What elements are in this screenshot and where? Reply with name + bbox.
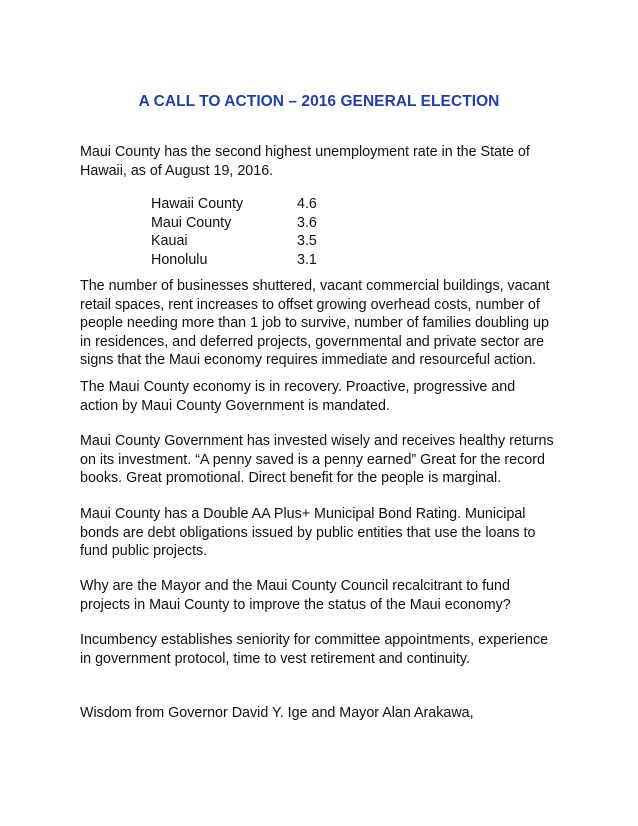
county-name: Maui County (151, 214, 232, 231)
text-line: fund public projects. (80, 543, 208, 559)
text-line: projects in Maui County to improve the status of the Maui economy? (80, 596, 511, 613)
question-paragraph (80, 577, 570, 614)
incumbency-paragraph (80, 631, 570, 668)
businesses-paragraph (80, 277, 570, 370)
text-line: bonds are debt obligations issued by public entities that use the loans to (80, 524, 536, 541)
county-name: Hawaii County (151, 196, 244, 212)
text-line: action by Maui County Government is mandated. (80, 397, 390, 414)
text-line: Maui County Government has invested wisely and receives healthy returns (80, 433, 554, 449)
text-line: on its investment. “A penny saved is a penny earned” Great for the record (80, 451, 545, 468)
bond-rating-paragraph (80, 505, 570, 561)
unemployment-rate: 4.6 (297, 196, 317, 212)
unemployment-rate: 3.1 (297, 251, 317, 268)
text-line: in government protocol, time to vest retirement and continuity. (80, 650, 470, 667)
text-line: The number of businesses shuttered, vacant commercial buildings, vacant (80, 278, 550, 294)
text-line: signs that the Maui economy requires immediate and resourceful action. (80, 352, 537, 368)
unemployment-rate: 3.5 (297, 233, 317, 249)
county-name: Honolulu (151, 251, 208, 268)
recovery-paragraph (80, 378, 570, 415)
unemployment-row (151, 251, 337, 270)
investment-paragraph (80, 432, 570, 488)
unemployment-row (151, 232, 337, 251)
text-line: in residences, and deferred projects, governmental and private sector are (80, 333, 545, 350)
unemployment-rate: 3.6 (297, 214, 317, 231)
text-line: Why are the Mayor and the Maui County Council recalcitrant to fund (80, 578, 510, 594)
text-line: Hawaii, as of August 19, 2016. (80, 162, 274, 179)
text-line: Maui County has a Double AA Plus+ Municipal Bond Rating. Municipal (80, 506, 526, 522)
text-line: Wisdom from Governor David Y. Ige and Mayor Alan Arakawa, (80, 705, 474, 721)
wisdom-paragraph (80, 704, 570, 723)
unemployment-row (151, 195, 337, 214)
text-line: people needing more than 1 job to survive, number of families doubling up (80, 315, 549, 331)
unemployment-row (151, 214, 337, 233)
document-title: A CALL TO ACTION – 2016 GENERAL ELECTION (138, 93, 500, 110)
text-line: Incumbency establishes seniority for committee appointments, experience (80, 632, 549, 648)
text-line: retail spaces, rent increases to offset growing overhead costs, number of (80, 296, 540, 313)
county-name: Kauai (151, 233, 188, 249)
text-line: books. Great promotional. Direct benefit for the people is marginal. (80, 470, 502, 486)
unemployment-table (151, 195, 337, 269)
text-line: The Maui County economy is in recovery. Proactive, progressive and (80, 379, 516, 395)
text-line: Maui County has the second highest unemployment rate in the State of (80, 144, 530, 160)
intro-paragraph (80, 143, 570, 180)
